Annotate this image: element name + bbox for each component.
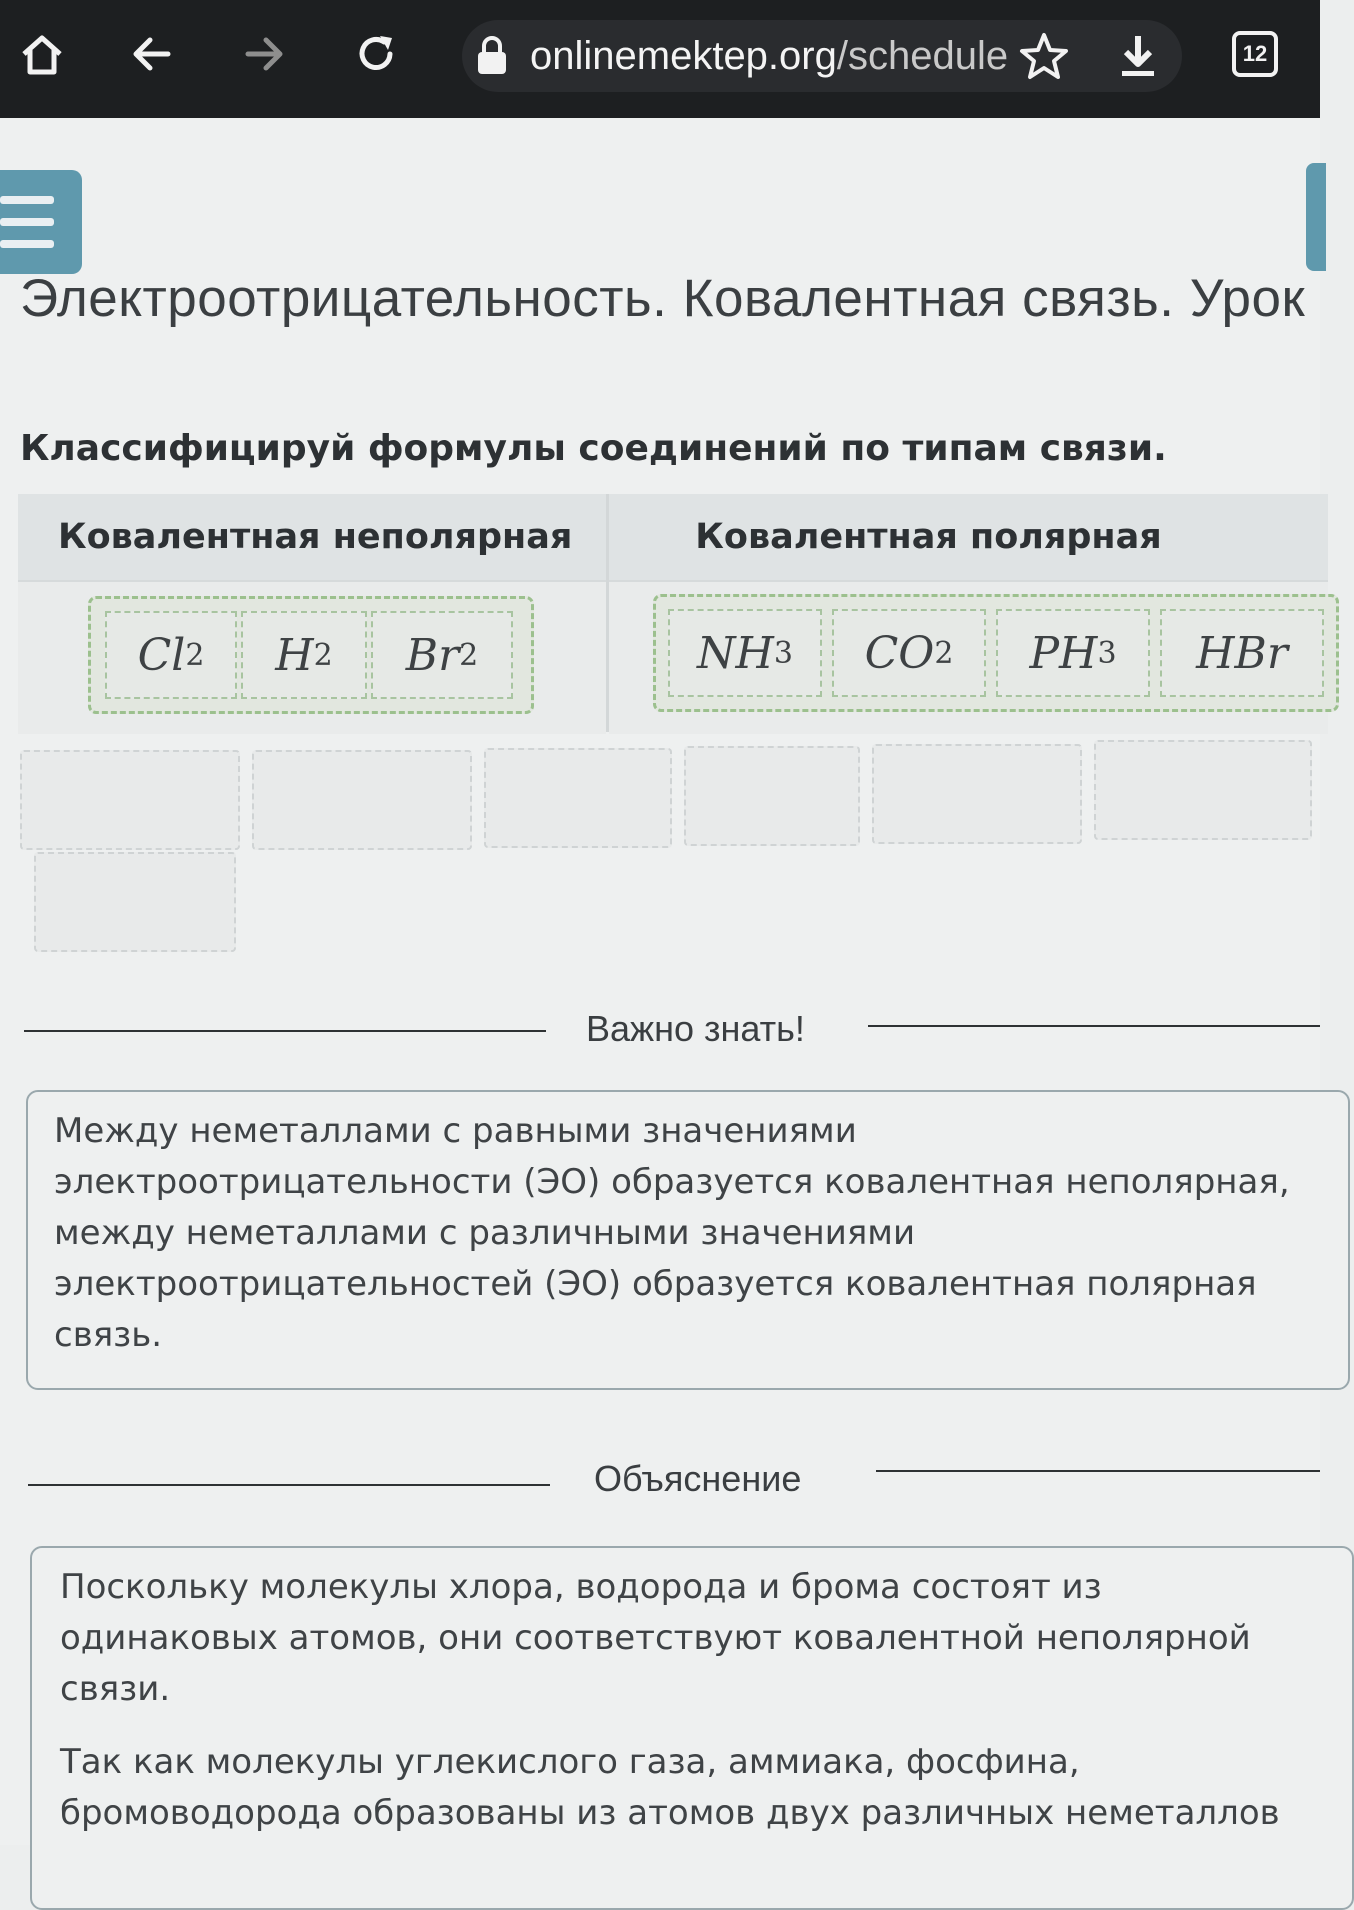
lesson-page xyxy=(0,118,1320,1845)
browser-toolbar xyxy=(0,0,1320,118)
star-icon[interactable] xyxy=(1018,30,1070,82)
polar-drop-zone[interactable] xyxy=(609,580,1328,734)
lock-icon xyxy=(472,34,512,78)
formula-chip[interactable]: PH 3 xyxy=(996,609,1150,697)
address-bar[interactable] xyxy=(462,20,1182,92)
section-divider xyxy=(876,1470,1320,1472)
nonpolar-drop-zone[interactable] xyxy=(18,580,606,734)
formula-chip[interactable]: Br 2 xyxy=(371,611,513,699)
reload-icon[interactable] xyxy=(344,22,408,86)
column-header-nonpolar: Ковалентная неполярная xyxy=(18,494,606,580)
polar-answer-group[interactable] xyxy=(653,594,1339,712)
empty-answer-slot[interactable] xyxy=(252,750,472,850)
important-box xyxy=(26,1090,1350,1390)
back-icon[interactable] xyxy=(120,22,184,86)
formula-chip[interactable]: H 2 xyxy=(241,611,367,699)
empty-answer-slot[interactable] xyxy=(684,746,860,846)
important-heading: Важно знать! xyxy=(586,1008,805,1049)
nonpolar-answer-group[interactable] xyxy=(88,596,534,714)
menu-button[interactable] xyxy=(0,170,82,274)
empty-answer-slot[interactable] xyxy=(872,744,1082,844)
tabs-icon[interactable]: 12 xyxy=(1232,31,1278,77)
explanation-heading: Объяснение xyxy=(594,1458,802,1499)
side-panel-tab[interactable] xyxy=(1306,163,1326,271)
formula-chip[interactable]: HBr xyxy=(1160,609,1324,697)
lesson-title: Электроотрицательность. Ковалентная связь. Урок xyxy=(20,269,1306,328)
home-icon[interactable] xyxy=(10,22,74,86)
explanation-box xyxy=(30,1546,1354,1910)
download-icon[interactable] xyxy=(1112,30,1164,82)
section-divider xyxy=(24,1030,546,1032)
section-divider xyxy=(868,1025,1320,1027)
empty-answer-slot[interactable] xyxy=(1094,740,1312,840)
column-header-polar: Ковалентная полярная xyxy=(609,494,1328,580)
formula-chip[interactable]: Cl 2 xyxy=(105,611,237,699)
classification-table xyxy=(18,494,1328,732)
empty-answer-slot[interactable] xyxy=(484,748,672,848)
empty-answer-slot[interactable] xyxy=(20,750,240,850)
empty-answer-slot[interactable] xyxy=(34,852,236,952)
forward-icon[interactable] xyxy=(232,22,296,86)
section-divider xyxy=(28,1484,550,1486)
task-instruction: Классифицируй формулы соединений по типам связи. xyxy=(20,428,1167,469)
formula-chip[interactable]: NH 3 xyxy=(668,609,822,697)
url-text[interactable]: onlinemektep.org/schedule xyxy=(530,34,1009,78)
explanation-text: Поскольку молекулы хлора, водорода и брома состоят из одинаковых атомов, они соответствуют ковалентной неполярной связи. Так как молекулы углекислого газа, аммиака, фосфина, бромоводорода образованы из атомов двух различных неметаллов xyxy=(60,1567,1280,1833)
important-text: Между неметаллами с равными значениями электроотрицательности (ЭО) образуется ковалентная неполярная, между неметаллами с различными значениями электроотрицательностей (ЭО) образуется ковалентная полярная связь. xyxy=(54,1111,1290,1355)
formula-chip[interactable]: CO 2 xyxy=(832,609,986,697)
